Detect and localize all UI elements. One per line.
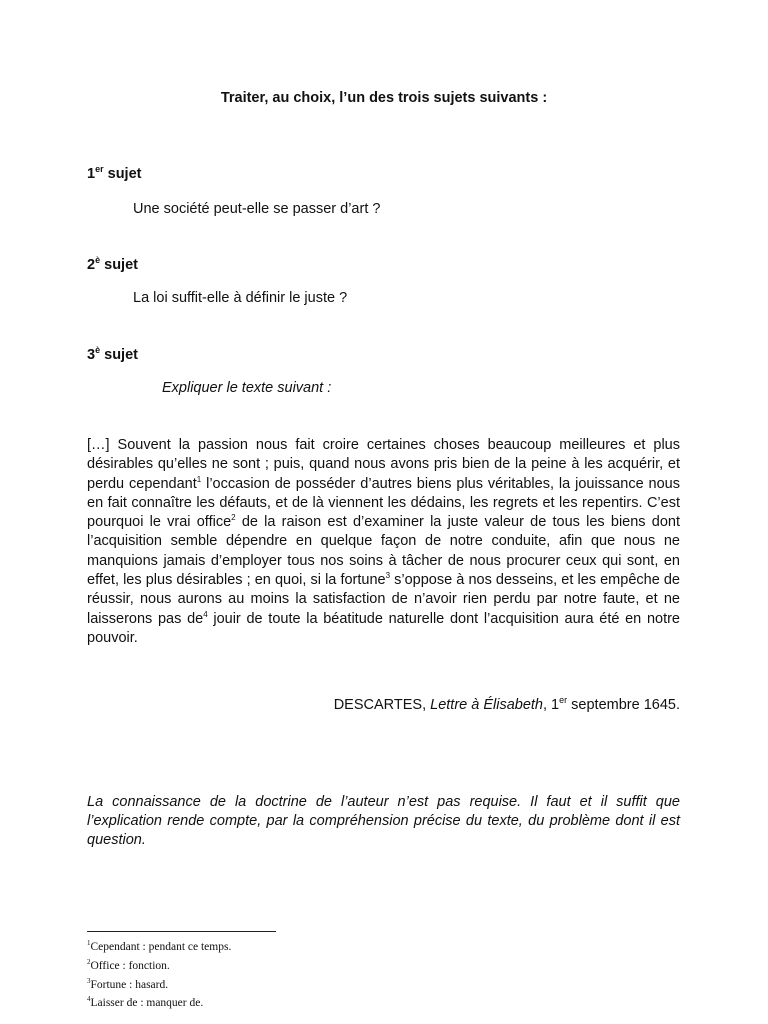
subject-1-ordinal: er: [95, 164, 104, 174]
page-title: Traiter, au choix, l’un des trois sujets suivants :: [220, 90, 548, 106]
subject-2-ordinal: è: [95, 255, 101, 265]
subject-2-word: sujet: [104, 256, 138, 273]
footnote-2-text: Office : fonction.: [90, 959, 170, 972]
footnote-ref-1: 1: [196, 474, 202, 484]
text-part-3: de la raison est d’examiner la juste valeur de tous les biens dont l’acquisition semble dépendre en quelque façon de notre conduite, afin que nous ne manquions jamais d’employer tous nos soins à tâcher de nous procurer ceux qui sont, en effet, les plus désirables ; en quoi, si la fortune: [87, 514, 680, 589]
source-author: DESCARTES,: [333, 697, 431, 713]
text-part-4: s’oppose à nos desseins, et les empêche de réussir, nous aurons au moins la satisfaction de n’avoir rien perdu par notre faute, et ne laisserons pas de: [87, 572, 680, 627]
exam-instructions: La connaissance de la doctrine de l’auteur n’est pas requise. Il faut et il suffit que l’explication rende compte, par la compréhension précise du texte, du problème dont il est question.: [87, 794, 680, 848]
subject-2-number: 2: [87, 256, 96, 273]
footnote-2-number: 2: [87, 957, 91, 966]
source-date-ordinal: er: [559, 695, 568, 706]
footnote-ref-2: 2: [231, 513, 236, 523]
subject-1-number: 1: [87, 165, 96, 182]
footnote-4-number: 4: [87, 995, 91, 1004]
footnote-1: [87, 936, 231, 955]
source-date-pre: , 1: [543, 697, 560, 713]
footnote-2: [87, 955, 231, 974]
footnote-3-number: 3: [87, 976, 91, 985]
footnote-1-number: 1: [87, 939, 91, 947]
footnotes: [87, 936, 231, 1011]
footnote-4-text: Laisser de : manquer de.: [90, 997, 204, 1010]
text-source: [334, 697, 680, 713]
footnote-separator: [87, 931, 276, 932]
subject-1-word: sujet: [107, 165, 142, 182]
descartes-text: [87, 436, 680, 648]
subject-3-number: 3: [87, 346, 96, 363]
subject-1-question: Une société peut-elle se passer d’art ?: [133, 201, 381, 217]
source-date-post: septembre 1645.: [567, 697, 680, 713]
footnote-3: [87, 974, 231, 993]
subject-1-heading: [87, 164, 141, 182]
subject-3-instruction: Expliquer le texte suivant :: [162, 380, 332, 396]
subject-2-heading: [87, 255, 138, 273]
subject-3-word: sujet: [104, 346, 138, 363]
subject-2-question: La loi suffit-elle à définir le juste ?: [133, 290, 348, 306]
subject-3-ordinal: è: [95, 345, 101, 355]
footnote-4: [87, 992, 231, 1011]
text-part-5: jouir de toute la béatitude naturelle dont l’acquisition aura été en notre pouvoir.: [87, 610, 680, 646]
subject-3-heading: [87, 345, 138, 363]
footnote-3-text: Fortune : hasard.: [90, 978, 169, 991]
footnote-ref-4: 4: [203, 609, 208, 619]
text-part-2: l’occasion de posséder d’autres biens plus véritables, la jouissance nous en fait connaître les défauts, et de là viennent les dédains, les regrets et les repentirs. C’est pourquoi le vrai office: [87, 475, 680, 531]
text-part-1: […] Souvent la passion nous fait croire certaines choses beaucoup meilleures et plus désirables qu’elles ne sont ; puis, quand nous avons pris bien de la peine à les acquérir, et perdu cependant: [87, 437, 680, 492]
footnote-ref-3: 3: [385, 571, 391, 581]
footnote-1-text: Cependant : pendant ce temps.: [90, 940, 232, 953]
source-work: Lettre à Élisabeth: [430, 697, 543, 713]
